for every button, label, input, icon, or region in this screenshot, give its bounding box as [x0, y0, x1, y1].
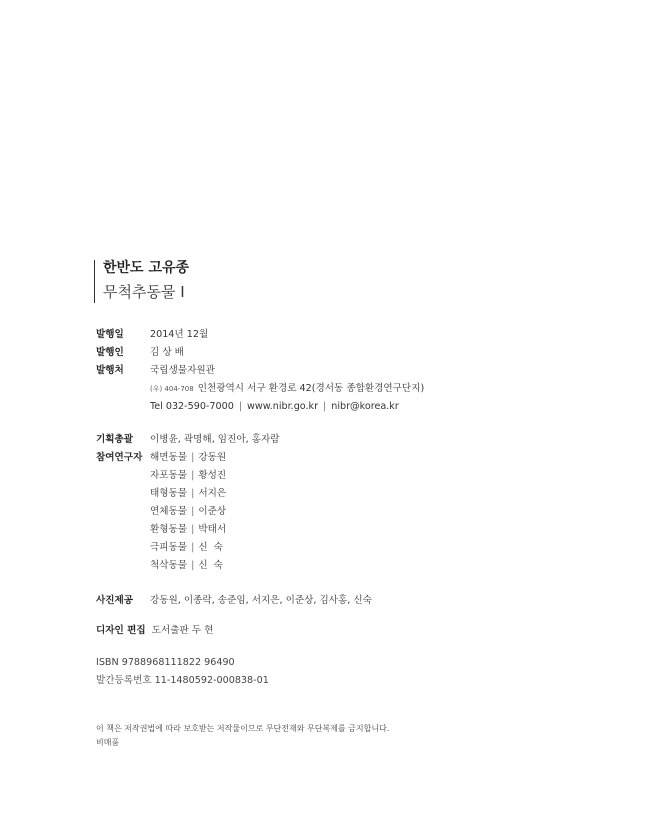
- publish-date: 2014년 12월: [150, 329, 209, 340]
- registration-number: 발간등록번호 11-1480592-000838-01: [96, 675, 269, 686]
- researchers-label-spacer: [96, 557, 150, 575]
- divider: |: [191, 506, 195, 517]
- office-row: [96, 362, 424, 380]
- researcher-group: 환형동물: [150, 524, 188, 535]
- planning-value: 이병윤, 곽명해, 임진아, 홍자람: [150, 434, 280, 445]
- researcher-list: [96, 449, 280, 575]
- planning-row: [96, 431, 280, 449]
- publish-date-row: [96, 326, 424, 344]
- design-row: [96, 622, 213, 640]
- researcher-row: [96, 521, 280, 539]
- design-label: 디자인 편집: [96, 625, 146, 636]
- researcher-row: [96, 449, 280, 467]
- telephone: Tel 032-590-7000: [150, 401, 234, 412]
- researchers-label-spacer: [96, 521, 150, 539]
- researcher-group: 자포동물: [150, 470, 188, 481]
- isbn: ISBN 9788968111822 96490: [96, 657, 235, 668]
- researcher-group: 연체동물: [150, 506, 188, 517]
- book-title: 한반도 고유종: [103, 260, 190, 276]
- email-link[interactable]: nibr@korea.kr: [331, 401, 399, 412]
- photo-credits: [96, 592, 372, 610]
- planning-label: 기획총괄: [96, 434, 134, 445]
- design-credits: [96, 622, 213, 640]
- researcher-name: 신 숙: [198, 560, 223, 571]
- divider: |: [191, 560, 195, 571]
- researcher-name: 신 숙: [198, 542, 223, 553]
- divider: |: [191, 524, 195, 535]
- researchers-label-spacer: [96, 503, 150, 521]
- researcher-group: 극피동물: [150, 542, 188, 553]
- researchers-label: 참여연구자: [96, 452, 143, 463]
- researcher-name: 강동원: [198, 452, 227, 463]
- copyright-text: 이 책은 저작권법에 따라 보호받는 저작물이므로 무단전재와 무단복제를 금지합니다.: [96, 724, 390, 733]
- book-title-block: [94, 260, 189, 303]
- photos-row: [96, 592, 372, 610]
- photos-value: 강동원, 이종락, 송준임, 서지은, 이준상, 김사홍, 신숙: [150, 595, 372, 606]
- address-row: [96, 380, 424, 398]
- address: 인천광역시 서구 환경로 42(경서동 종합환경연구단지): [197, 383, 425, 394]
- website-link[interactable]: www.nibr.go.kr: [247, 401, 319, 412]
- publisher-label: 발행인: [96, 347, 124, 358]
- researcher-name: 박태서: [198, 524, 227, 535]
- researcher-group: 태형동물: [150, 488, 188, 499]
- researcher-row: [96, 503, 280, 521]
- publisher: 김 상 배: [150, 347, 184, 358]
- divider: |: [191, 470, 195, 481]
- contact-row: [96, 398, 424, 416]
- researchers-label-spacer: [96, 485, 150, 503]
- divider: |: [191, 452, 195, 463]
- office-label: 발행처: [96, 365, 124, 376]
- office: 국립생물자원관: [150, 365, 215, 376]
- postal-code: (우) 404-708: [150, 385, 194, 393]
- copyright-notice: [96, 722, 389, 750]
- divider: |: [191, 488, 195, 499]
- publish-date-label: 발행일: [96, 329, 124, 340]
- researcher-row: [96, 467, 280, 485]
- researcher-row: [96, 485, 280, 503]
- design-value: 도서출판 두 현: [151, 625, 214, 636]
- researcher-row: [96, 539, 280, 557]
- researchers-label-spacer: [96, 467, 150, 485]
- isbn-block: [96, 654, 269, 690]
- researcher-name: 서지은: [198, 488, 227, 499]
- publication-info: [96, 326, 424, 416]
- credits: [96, 431, 280, 575]
- researcher-name: 황성진: [198, 470, 227, 481]
- book-subtitle: 무척추동물 I: [103, 283, 185, 301]
- researchers-label-spacer: [96, 539, 150, 557]
- photos-label: 사진제공: [96, 595, 134, 606]
- researcher-row: [96, 557, 280, 575]
- researcher-name: 이준상: [198, 506, 227, 517]
- divider: |: [191, 542, 195, 553]
- divider: |: [323, 401, 327, 412]
- not-for-sale-text: 비매품: [96, 738, 120, 747]
- divider: |: [238, 401, 243, 412]
- researcher-group: 해면동물: [150, 452, 188, 463]
- publisher-row: [96, 344, 424, 362]
- researcher-group: 척삭동물: [150, 560, 188, 571]
